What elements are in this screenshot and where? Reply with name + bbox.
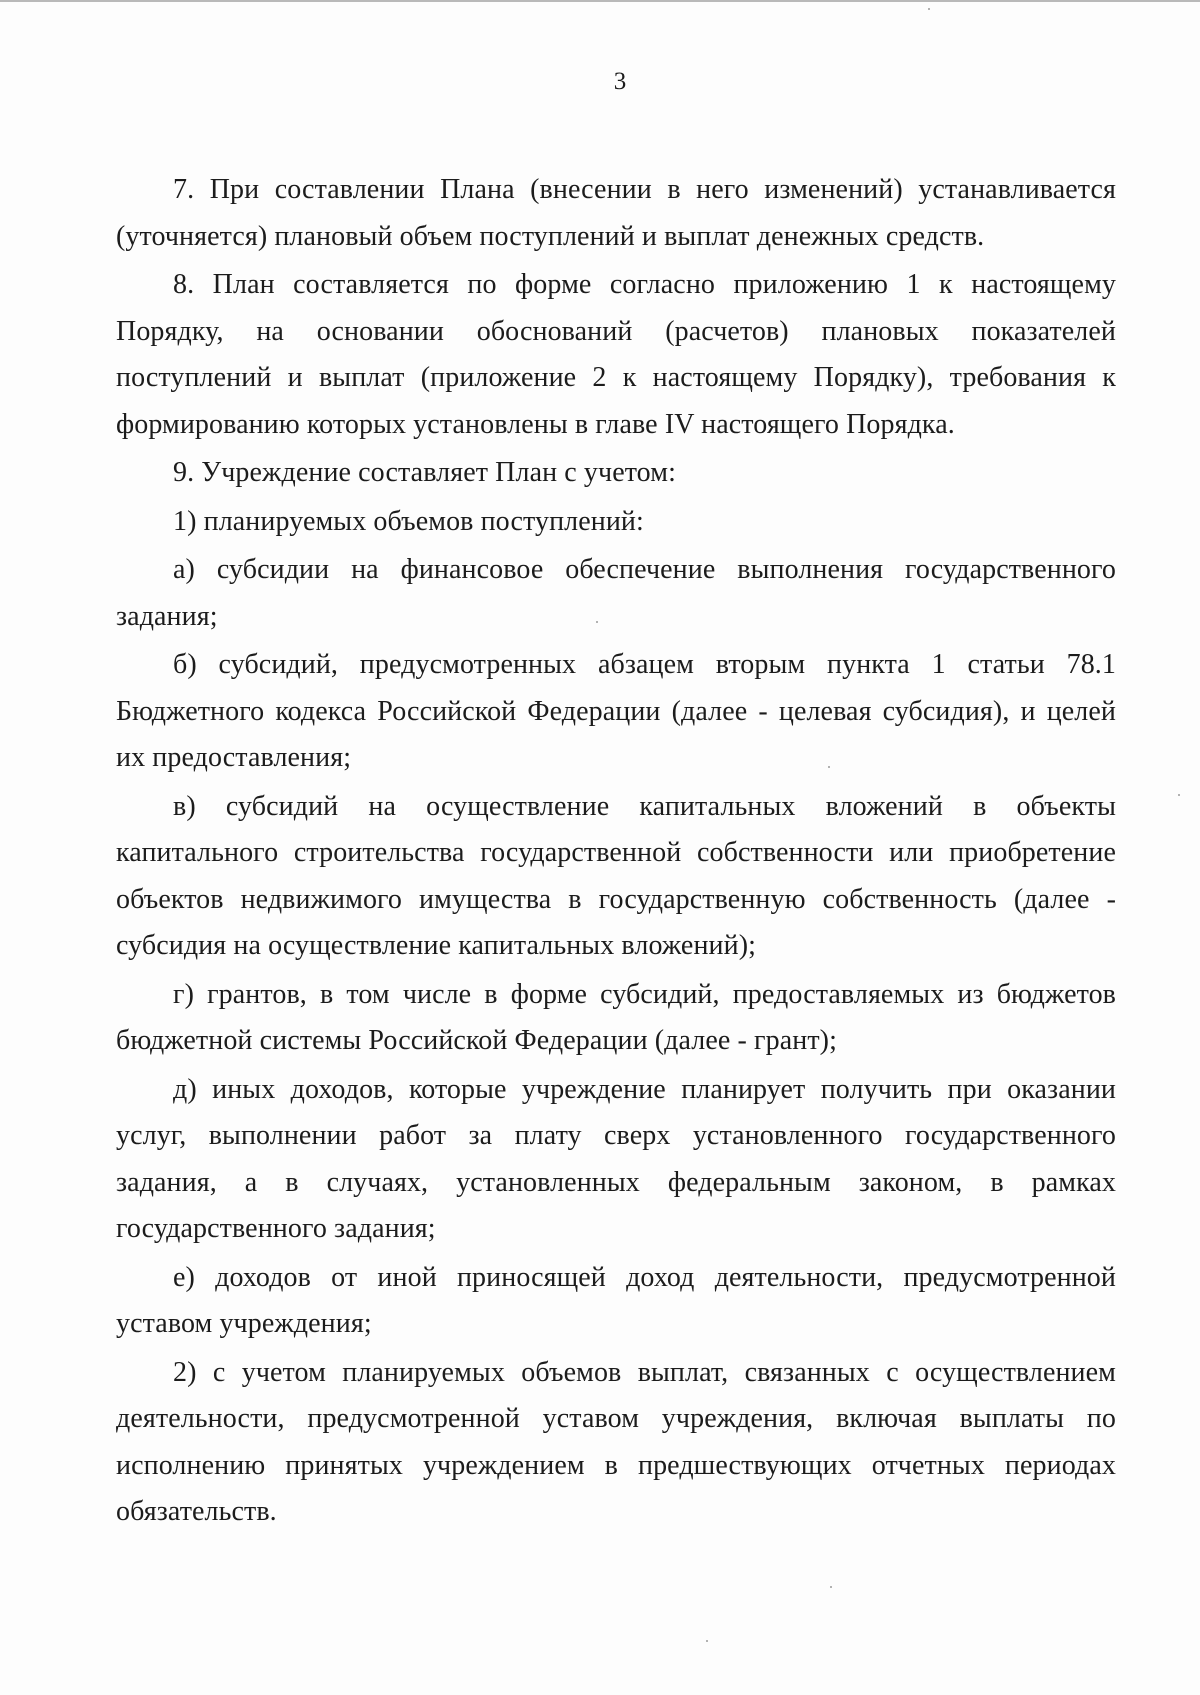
paragraph-7: 7. При составлении Плана (внесении в него изменений) устанавливается (уточняется) плановый объем поступлений и выплат денежных средств. xyxy=(116,174,1116,252)
scan-speck xyxy=(928,8,930,10)
scan-speck xyxy=(596,621,598,623)
page-number: 3 xyxy=(613,68,627,95)
scan-speck xyxy=(1178,794,1180,796)
list-item-a: а) субсидии на финансовое обеспечение выполнения государственного задания; xyxy=(116,554,1116,632)
paragraph-9: 9. Учреждение составляет План с учетом: xyxy=(173,457,676,488)
scan-speck xyxy=(830,1586,832,1588)
list-item-e: е) доходов от иной приносящей доход деятельности, предусмотренной уставом учреждения; xyxy=(116,1261,1116,1339)
scan-speck xyxy=(828,766,830,768)
list-item-g: г) грантов, в том числе в форме субсидий, предоставляемых из бюджетов бюджетной системы Российской Федерации (далее - грант); xyxy=(116,978,1116,1056)
list-item-1: 1) планируемых объемов поступлений: xyxy=(173,505,644,537)
document-body xyxy=(116,167,1116,1538)
scan-speck xyxy=(706,1640,708,1642)
scan-top-edge xyxy=(0,0,1200,2)
paragraph-8: 8. План составляется по форме согласно приложению 1 к настоящему Порядку, на основании обоснований (расчетов) плановых показателей поступлений и выплат (приложение 2 к настоящему Порядку), требования к формированию которых установлены в главе IV настоящего Порядка. xyxy=(116,269,1116,440)
list-item-d: д) иных доходов, которые учреждение планирует получить при оказании услуг, выполнении работ за плату сверх установленного государственного задания, а в случаях, установленных федеральным законом, в рамках государственного задания; xyxy=(116,1073,1116,1244)
list-item-v: в) субсидий на осуществление капитальных вложений в объекты капитального строительства государственной собственности или приобретение объектов недвижимого имущества в государственную собственность (далее - субсидия на осуществление капитальных вложений); xyxy=(116,790,1116,961)
list-item-2: 2) с учетом планируемых объемов выплат, связанных с осуществлением деятельности, предусмотренной уставом учреждения, включая выплаты по исполнению принятых учреждением в предшествующих отчетных периодах обязательств. xyxy=(116,1356,1116,1527)
list-item-b: б) субсидий, предусмотренных абзацем вторым пункта 1 статьи 78.1 Бюджетного кодекса Российской Федерации (далее - целевая субсидия), и целей их предоставления; xyxy=(116,649,1116,773)
